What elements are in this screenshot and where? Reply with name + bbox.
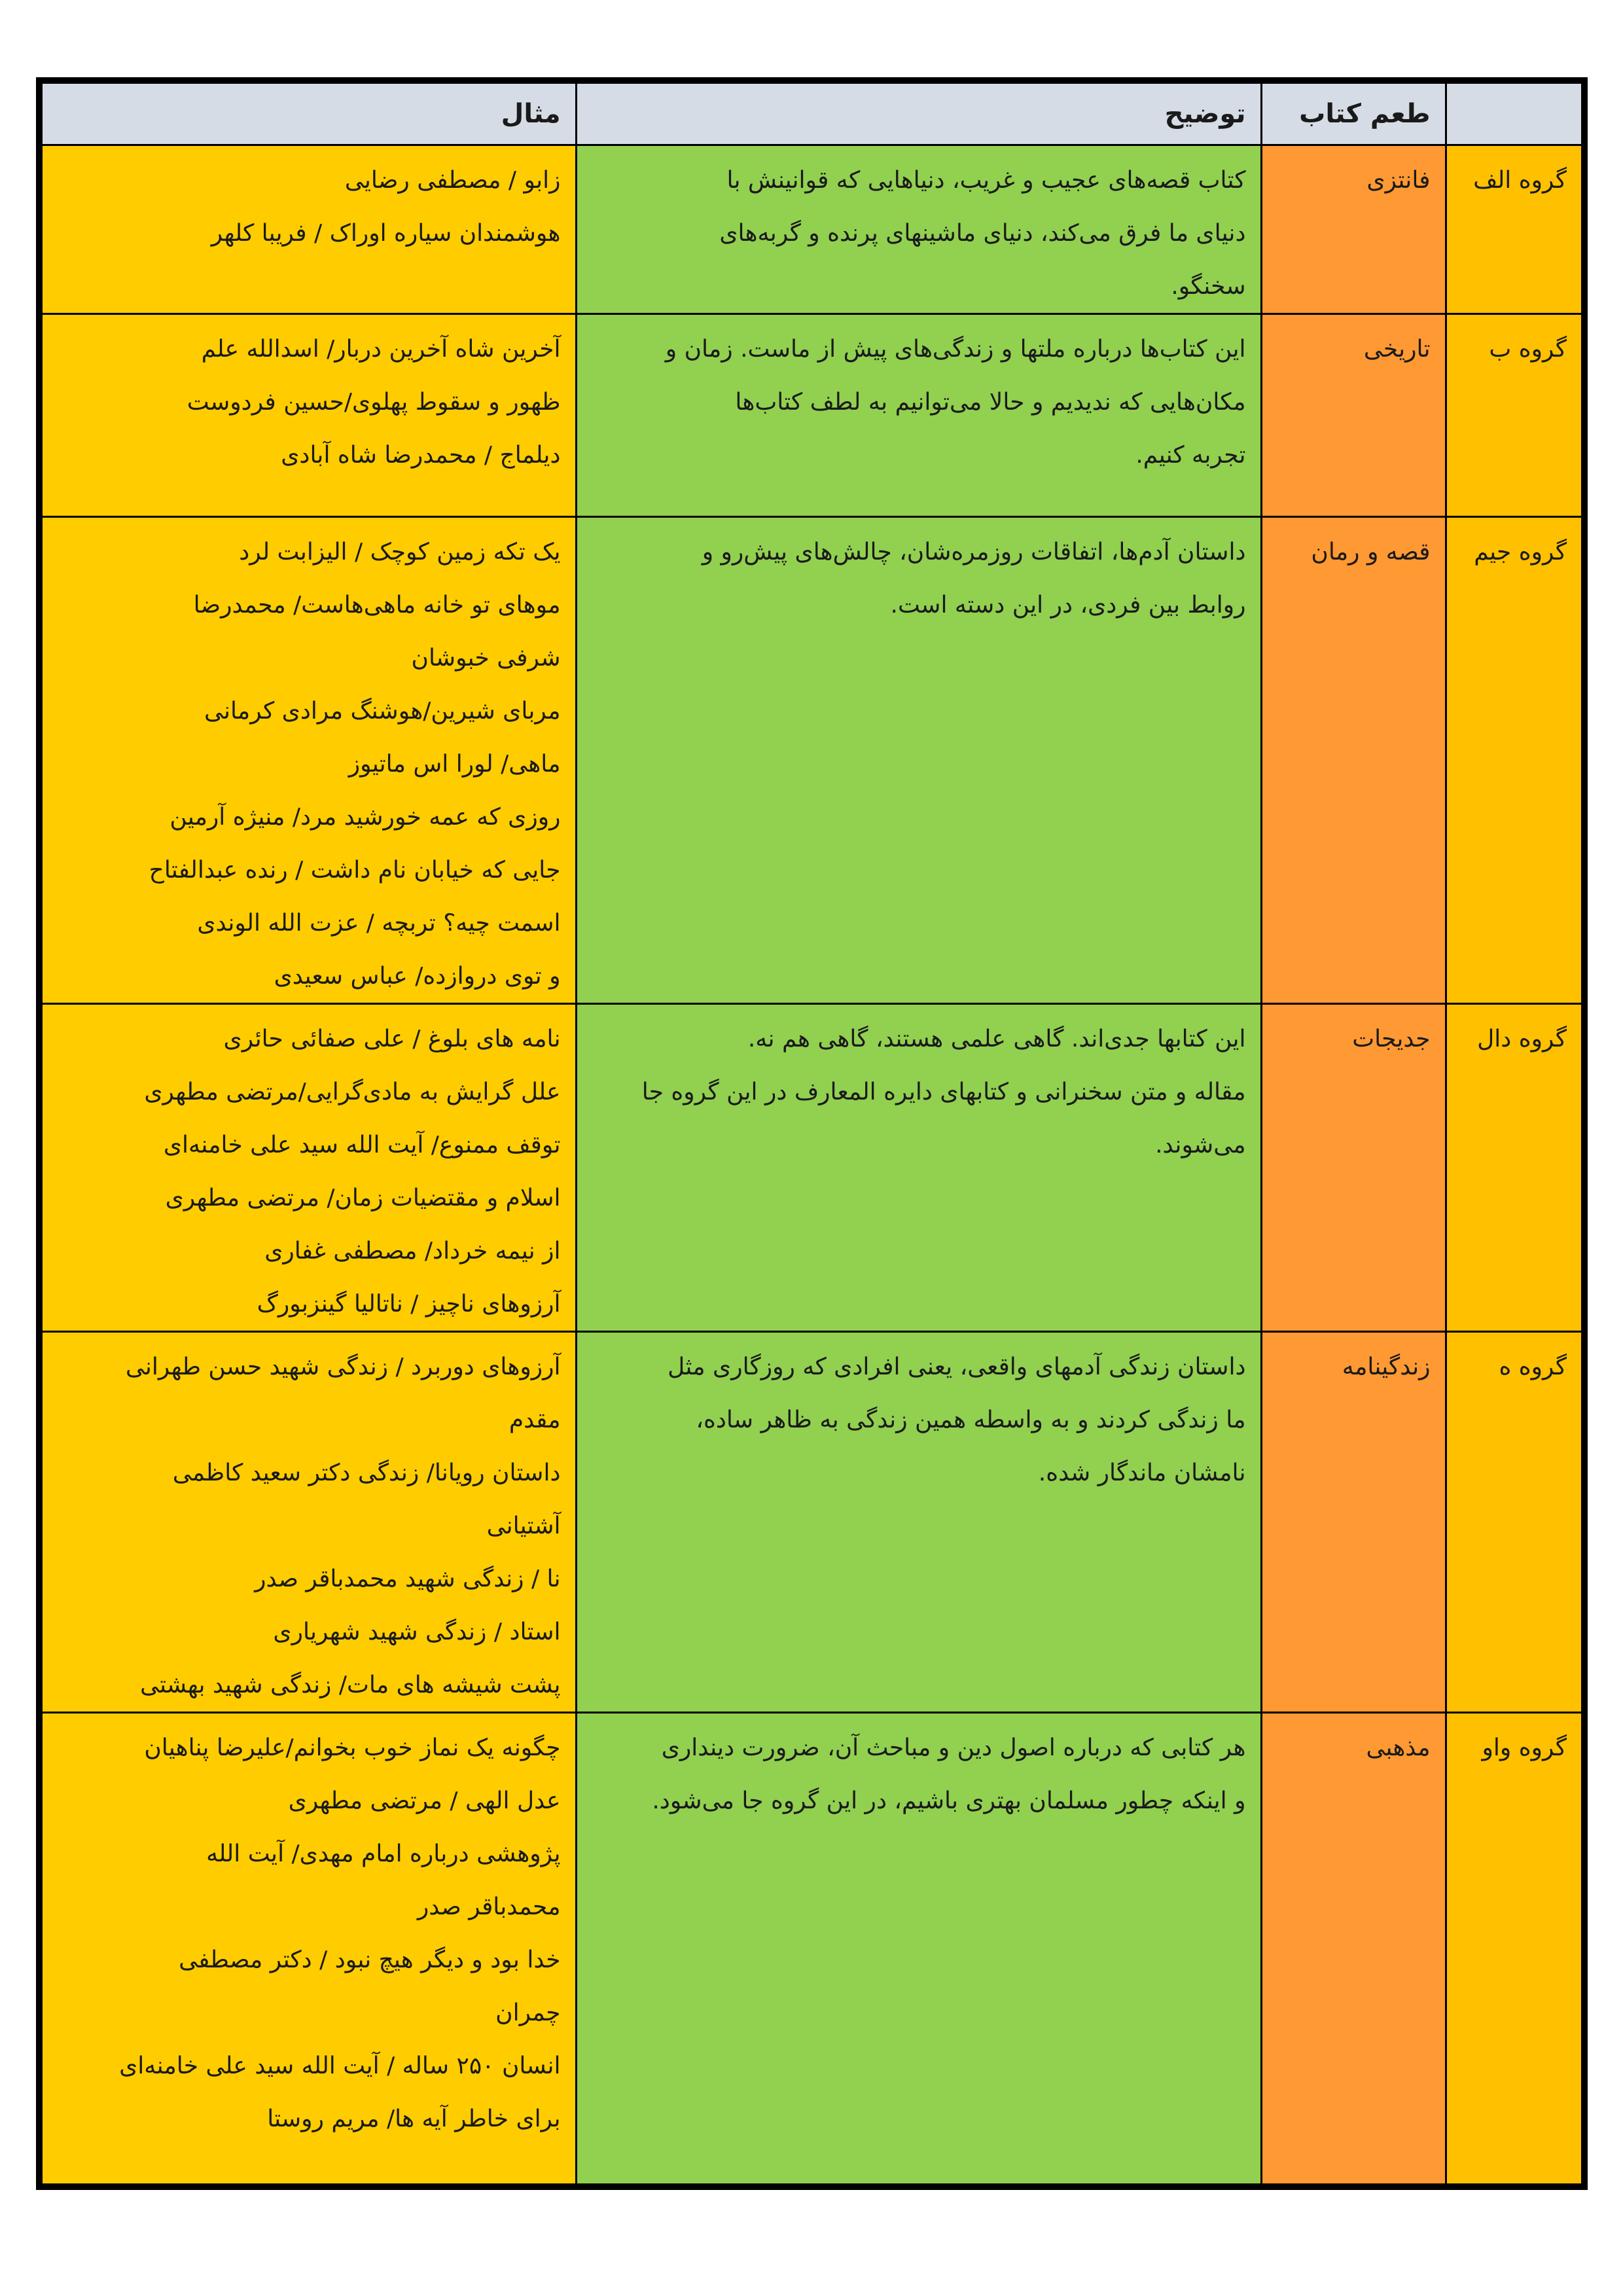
example-line: ماهی/ لورا اس ماتیوز (348, 750, 561, 778)
description-line: مکان‌هایی که ندیدیم و حالا می‌توانیم به لطف کتاب‌ها (735, 388, 1246, 416)
description-line: کتاب قصه‌های عجیب و غریب، دنیاهایی که قوانینش با (726, 166, 1246, 194)
example-line: استاد / زندگی شهید شهریاری (273, 1618, 561, 1645)
example-cell (39, 516, 576, 1003)
description-line: سخنگو. (1171, 272, 1246, 300)
example-line: جایی که خیابان نام داشت / رنده عبدالفتاح (149, 856, 561, 884)
description-cell (576, 516, 1261, 1003)
example-line: یک تکه زمین کوچک / الیزابت لرد (239, 538, 561, 565)
example-line: داستان رویانا/ زندگی دکتر سعید کاظمی (172, 1459, 561, 1486)
group-cell: گروه الف (1446, 145, 1584, 314)
example-line: آخرین شاه آخرین دربار/ اسدالله علم (201, 335, 561, 363)
example-line: ظهور و سقوط پهلوی/حسین فردوست (187, 388, 561, 416)
example-line: دیلماج / محمدرضا شاه آبادی (281, 441, 561, 469)
table-row (39, 1003, 1584, 1331)
genre-table (36, 77, 1588, 2190)
example-line: هوشمندان سیاره اوراک / فریبا کلهر (211, 219, 561, 247)
description-cell (576, 1712, 1261, 2187)
description-line: هر کتابی که درباره اصول دین و مباحث آن، ضرورت دینداری (661, 1734, 1246, 1761)
example-cell (39, 145, 576, 314)
table-row (39, 145, 1584, 314)
example-line: مقدم (508, 1406, 561, 1433)
description-cell (576, 1331, 1261, 1712)
description-line: این کتابها جدی‌اند. گاهی علمی هستند، گاهی هم نه. (747, 1025, 1246, 1052)
example-line: چگونه یک نماز خوب بخوانم/علیرضا پناهیان (144, 1734, 561, 1761)
example-line: عدل الهی / مرتضی مطهری (288, 1787, 561, 1814)
example-line: اسلام و مقتضیات زمان/ مرتضی مطهری (165, 1184, 561, 1211)
example-line: شرفی خبوشان (411, 644, 561, 672)
taste-cell: زندگینامه (1261, 1331, 1446, 1712)
example-line: آشتیانی (486, 1512, 561, 1539)
table-row (39, 1712, 1584, 2187)
example-line: پژوهشی درباره امام مهدی/ آیت الله (206, 1840, 561, 1867)
header-description: توضیح (576, 81, 1261, 145)
group-cell: گروه ه (1446, 1331, 1584, 1712)
group-cell: گروه ب (1446, 314, 1584, 516)
description-cell (576, 1003, 1261, 1331)
header-group (1446, 81, 1584, 145)
example-line: از نیمه خرداد/ مصطفی غفاری (264, 1237, 561, 1265)
description-line: تجربه کنیم. (1135, 441, 1246, 469)
description-line: داستان زندگی آدمهای واقعی، یعنی افرادی که روزگاری مثل (668, 1353, 1246, 1380)
description-line: می‌شوند. (1155, 1131, 1246, 1158)
example-line: چمران (495, 1999, 561, 2026)
header-row (39, 81, 1584, 145)
example-line: برای خاطر آیه ها/ مریم روستا (267, 2105, 561, 2132)
example-line: روزی که عمه خورشید مرد/ منیژه آرمین (169, 803, 561, 831)
group-cell: گروه واو (1446, 1712, 1584, 2187)
taste-cell: تاریخی (1261, 314, 1446, 516)
example-line: خدا بود و دیگر هیچ نبود / دکتر مصطفی (179, 1946, 561, 1973)
example-line: زابو / مصطفی رضایی (344, 166, 561, 194)
header-example: مثال (39, 81, 576, 145)
table-row (39, 314, 1584, 516)
example-line: انسان ۲۵۰ ساله / آیت الله سید علی خامنه‌ای (119, 2052, 561, 2079)
example-cell (39, 314, 576, 516)
example-line: نامه های بلوغ / علی صفائی حائری (223, 1025, 561, 1052)
description-line: این کتاب‌ها درباره ملتها و زندگی‌های پیش از ماست. زمان و (665, 335, 1246, 363)
example-line: اسمت چیه؟ تربچه / عزت الله الوندی (197, 909, 561, 937)
description-line: روابط بین فردی، در این دسته است. (890, 591, 1246, 619)
example-line: موهای تو خانه ماهی‌هاست/ محمدرضا (193, 591, 561, 619)
description-line: و اینکه چطور مسلمان بهتری باشیم، در این گروه جا می‌شود. (652, 1787, 1246, 1814)
taste-cell: مذهبی (1261, 1712, 1446, 2187)
example-cell (39, 1003, 576, 1331)
example-line: پشت شیشه های مات/ زندگی شهید بهشتی (139, 1671, 561, 1698)
group-cell: گروه دال (1446, 1003, 1584, 1331)
example-line: آرزوهای ناچیز / ناتالیا گینزبورگ (257, 1290, 561, 1318)
description-line: ما زندگی کردند و به واسطه همین زندگی به ظاهر ساده، (696, 1406, 1246, 1433)
description-line: داستان آدم‌ها، اتفاقات روزمره‌شان، چالش‌های پیش‌رو و (702, 538, 1246, 565)
description-line: نامشان ماندگار شده. (1038, 1459, 1246, 1486)
table-row (39, 1331, 1584, 1712)
example-line: توقف ممنوع/ آیت الله سید علی خامنه‌ای (163, 1131, 561, 1158)
example-cell (39, 1712, 576, 2187)
taste-cell: قصه و رمان (1261, 516, 1446, 1003)
example-line: و توی دروازده/ عباس سعیدی (274, 962, 561, 990)
taste-cell: فانتزی (1261, 145, 1446, 314)
description-cell (576, 314, 1261, 516)
example-line: علل گرایش به مادی‌گرایی/مرتضی مطهری (144, 1078, 561, 1105)
group-cell: گروه جیم (1446, 516, 1584, 1003)
example-line: نا / زندگی شهید محمدباقر صدر (255, 1565, 561, 1592)
table-row (39, 516, 1584, 1003)
header-taste: طعم کتاب (1261, 81, 1446, 145)
description-cell (576, 145, 1261, 314)
example-line: آرزوهای دوربرد / زندگی شهید حسن طهرانی (125, 1353, 561, 1380)
example-cell (39, 1331, 576, 1712)
taste-cell: جدیجات (1261, 1003, 1446, 1331)
description-line: دنیای ما فرق می‌کند، دنیای ماشینهای پرنده و گربه‌های (719, 219, 1246, 247)
example-line: مربای شیرین/هوشنگ مرادی کرمانی (204, 697, 561, 725)
description-line: مقاله و متن سخنرانی و کتابهای دایره المعارف در این گروه جا (641, 1078, 1246, 1105)
example-line: محمدباقر صدر (417, 1893, 561, 1920)
